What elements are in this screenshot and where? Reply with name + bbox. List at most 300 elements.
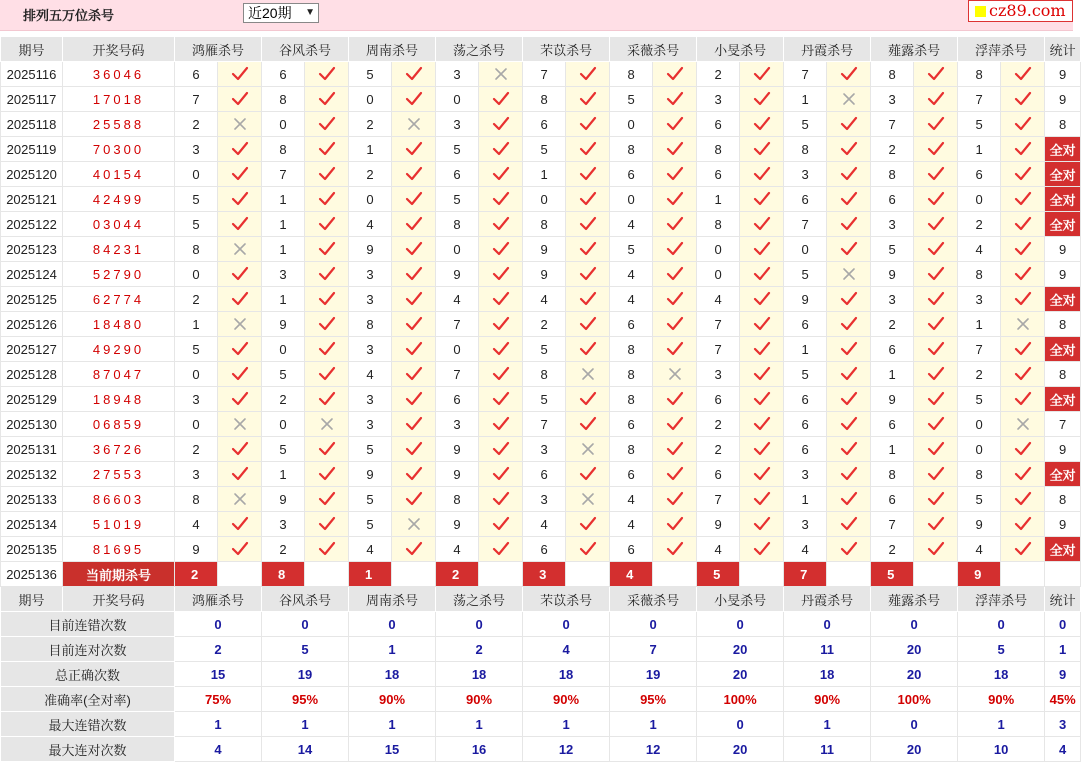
check-icon [392,337,436,362]
kill-value-cell: 3 [349,262,392,287]
period-cell: 2025118 [1,112,63,137]
current-kill-value: 8 [262,562,305,587]
check-icon [1001,487,1045,512]
table-row [1,187,1081,212]
stats-value: 0 [784,612,871,637]
check-icon [827,187,871,212]
kill-value-cell: 8 [175,487,218,512]
kill-value-cell: 8 [436,212,479,237]
kill-value-cell: 5 [436,137,479,162]
kill-value-cell: 5 [175,337,218,362]
stats-total: 3 [1045,712,1081,737]
draw-number-cell: 40154 [63,162,175,187]
stats-value: 18 [349,662,436,687]
check-icon [827,62,871,87]
kill-value-cell: 7 [784,62,827,87]
kill-value-cell: 5 [262,437,305,462]
kill-value-cell: 4 [175,512,218,537]
header-period: 期号 [1,37,63,62]
check-icon [479,162,523,187]
kill-value-cell: 7 [958,87,1001,112]
check-icon [1001,287,1045,312]
check-icon [740,287,784,312]
check-icon [479,312,523,337]
stats-value: 1 [349,712,436,737]
check-icon [740,262,784,287]
check-icon [479,412,523,437]
cross-icon [305,412,349,437]
top-bar [0,0,1073,31]
kill-value-cell: 3 [871,87,914,112]
header-stat: 统计 [1045,587,1081,612]
kill-value-cell: 4 [610,287,653,312]
period-range-value: 近20期 [248,5,292,21]
check-icon [914,137,958,162]
header-draw: 开奖号码 [63,37,175,62]
kill-value-cell: 9 [871,387,914,412]
all-correct-badge: 全对 [1045,337,1081,362]
check-icon [479,487,523,512]
stat-cell: 9 [1045,237,1081,262]
kill-value-cell: 0 [784,237,827,262]
check-icon [653,87,697,112]
check-icon [1001,187,1045,212]
kill-value-cell: 3 [175,387,218,412]
table-row [1,62,1081,87]
kill-value-cell: 8 [175,237,218,262]
kill-value-cell: 3 [436,412,479,437]
cross-icon [218,112,262,137]
kill-value-cell: 6 [784,387,827,412]
period-range-select[interactable] [243,3,319,23]
kill-value-cell: 8 [610,337,653,362]
check-icon [566,337,610,362]
header-expert-0: 鸿雁杀号 [175,587,262,612]
check-icon [479,387,523,412]
stats-value: 18 [784,662,871,687]
kill-value-cell: 0 [436,87,479,112]
current-kill-value: 2 [436,562,479,587]
draw-number-cell: 25588 [63,112,175,137]
kill-value-cell: 6 [871,487,914,512]
check-icon [653,537,697,562]
kill-value-cell: 3 [958,287,1001,312]
current-kill-blank [305,562,349,587]
kill-value-cell: 4 [610,487,653,512]
cross-icon [392,112,436,137]
kill-value-cell: 8 [958,262,1001,287]
table-row [1,237,1081,262]
period-cell: 2025129 [1,387,63,412]
kill-value-cell: 8 [610,437,653,462]
check-icon [827,337,871,362]
check-icon [740,212,784,237]
cross-icon [566,437,610,462]
cross-icon [479,62,523,87]
check-icon [827,287,871,312]
site-logo[interactable] [968,0,1073,22]
table-row [1,312,1081,337]
check-icon [653,187,697,212]
check-icon [653,487,697,512]
stats-row [1,662,1081,687]
check-icon [566,312,610,337]
kill-value-cell: 5 [610,237,653,262]
kill-value-cell: 4 [349,212,392,237]
check-icon [827,412,871,437]
check-icon [914,262,958,287]
check-icon [740,387,784,412]
check-icon [305,87,349,112]
check-icon [914,87,958,112]
check-icon [740,312,784,337]
cross-icon [1001,412,1045,437]
draw-number-cell: 87047 [63,362,175,387]
check-icon [653,262,697,287]
stats-label: 最大连错次数 [1,712,175,737]
stats-row [1,737,1081,762]
stats-total: 9 [1045,662,1081,687]
kill-value-cell: 0 [958,437,1001,462]
check-icon [827,362,871,387]
check-icon [392,412,436,437]
check-icon [740,237,784,262]
check-icon [1001,262,1045,287]
kill-value-cell: 3 [784,462,827,487]
check-icon [653,62,697,87]
check-icon [740,412,784,437]
check-icon [740,537,784,562]
kill-value-cell: 6 [610,537,653,562]
kill-value-cell: 7 [523,412,566,437]
check-icon [305,337,349,362]
check-icon [218,62,262,87]
period-cell: 2025126 [1,312,63,337]
kill-value-cell: 6 [610,312,653,337]
check-icon [392,487,436,512]
kill-value-cell: 6 [523,112,566,137]
table-row [1,537,1081,562]
check-icon [218,262,262,287]
check-icon [1001,387,1045,412]
kill-value-cell: 0 [262,112,305,137]
kill-value-cell: 2 [262,387,305,412]
check-icon [479,237,523,262]
stats-value: 7 [610,637,697,662]
draw-number-cell: 27553 [63,462,175,487]
stats-label: 最大连对次数 [1,737,175,762]
check-icon [914,112,958,137]
check-icon [914,462,958,487]
kill-value-cell: 7 [175,87,218,112]
stats-value: 14 [262,737,349,762]
check-icon [827,487,871,512]
table-header-row [1,587,1081,612]
stats-value: 12 [610,737,697,762]
kill-value-cell: 8 [784,137,827,162]
check-icon [566,412,610,437]
stat-cell: 7 [1045,412,1081,437]
check-icon [305,187,349,212]
current-kill-blank [218,562,262,587]
stats-value: 100% [697,687,784,712]
check-icon [218,337,262,362]
check-icon [218,537,262,562]
kill-value-cell: 7 [697,312,740,337]
kill-value-cell: 7 [871,112,914,137]
kill-value-cell: 6 [175,62,218,87]
kill-value-cell: 3 [697,87,740,112]
current-kill-blank [566,562,610,587]
kill-value-cell: 4 [610,262,653,287]
kill-value-cell: 9 [697,512,740,537]
check-icon [392,237,436,262]
check-icon [566,287,610,312]
kill-value-cell: 5 [610,87,653,112]
current-period-cell: 2025136 [1,562,63,587]
check-icon [566,62,610,87]
stats-label: 总正确次数 [1,662,175,687]
check-icon [1001,112,1045,137]
stats-value: 1 [262,712,349,737]
kill-value-cell: 0 [610,112,653,137]
check-icon [392,162,436,187]
header-expert-1: 谷风杀号 [262,37,349,62]
check-icon [479,462,523,487]
cross-icon [653,362,697,387]
kill-value-cell: 2 [958,362,1001,387]
kill-value-cell: 0 [349,187,392,212]
kill-value-cell: 0 [262,412,305,437]
check-icon [653,462,697,487]
stats-value: 0 [958,612,1045,637]
kill-value-cell: 1 [262,462,305,487]
table-row [1,462,1081,487]
kill-value-cell: 3 [784,512,827,537]
draw-number-cell: 36726 [63,437,175,462]
check-icon [566,512,610,537]
check-icon [740,462,784,487]
kill-value-cell: 3 [871,212,914,237]
kill-value-cell: 3 [523,487,566,512]
kill-value-cell: 0 [175,412,218,437]
stats-value: 10 [958,737,1045,762]
check-icon [218,387,262,412]
kill-value-cell: 7 [871,512,914,537]
kill-value-cell: 3 [262,262,305,287]
check-icon [305,487,349,512]
kill-value-cell: 3 [436,62,479,87]
kill-value-cell: 1 [262,212,305,237]
check-icon [740,87,784,112]
stats-value: 0 [523,612,610,637]
kill-value-cell: 8 [262,87,305,112]
period-cell: 2025134 [1,512,63,537]
check-icon [566,112,610,137]
all-correct-badge: 全对 [1045,287,1081,312]
draw-number-cell: 18948 [63,387,175,412]
header-expert-1: 谷风杀号 [262,587,349,612]
check-icon [914,287,958,312]
table-row [1,87,1081,112]
stats-total: 0 [1045,612,1081,637]
kill-value-cell: 7 [697,487,740,512]
check-icon [914,337,958,362]
kill-value-cell: 4 [523,287,566,312]
kill-value-cell: 6 [958,162,1001,187]
check-icon [218,162,262,187]
kill-value-cell: 7 [958,337,1001,362]
table-row [1,287,1081,312]
stat-cell: 8 [1045,112,1081,137]
check-icon [653,412,697,437]
kill-value-cell: 9 [523,237,566,262]
check-icon [305,212,349,237]
stats-value: 0 [610,612,697,637]
check-icon [1001,337,1045,362]
all-correct-badge: 全对 [1045,212,1081,237]
check-icon [392,87,436,112]
check-icon [653,237,697,262]
kill-value-cell: 7 [436,312,479,337]
stats-value: 5 [958,637,1045,662]
stats-value: 20 [871,737,958,762]
stats-row [1,712,1081,737]
kill-value-cell: 5 [871,237,914,262]
kill-value-cell: 0 [262,337,305,362]
kill-value-cell: 0 [175,362,218,387]
kill-value-cell: 1 [784,337,827,362]
check-icon [827,137,871,162]
check-icon [1001,62,1045,87]
table-row [1,337,1081,362]
kill-value-cell: 9 [436,262,479,287]
stats-value: 90% [958,687,1045,712]
check-icon [218,187,262,212]
header-expert-4: 芣苡杀号 [523,37,610,62]
period-cell: 2025120 [1,162,63,187]
period-cell: 2025116 [1,62,63,87]
draw-number-cell: 62774 [63,287,175,312]
kill-value-cell: 6 [871,412,914,437]
kill-value-cell: 5 [436,187,479,212]
stats-value: 20 [871,637,958,662]
kill-value-cell: 5 [262,362,305,387]
kill-value-cell: 0 [175,262,218,287]
check-icon [740,187,784,212]
page-title: 排列五万位杀号 [23,8,115,23]
check-icon [740,512,784,537]
check-icon [305,62,349,87]
check-icon [566,462,610,487]
kill-value-cell: 6 [610,462,653,487]
check-icon [914,512,958,537]
stats-value: 90% [523,687,610,712]
stats-value: 0 [871,612,958,637]
check-icon [305,537,349,562]
stats-value: 0 [262,612,349,637]
table-row [1,412,1081,437]
cross-icon [392,512,436,537]
stats-value: 20 [697,737,784,762]
check-icon [392,362,436,387]
check-icon [914,212,958,237]
stat-cell: 9 [1045,62,1081,87]
cross-icon [218,312,262,337]
table-row [1,387,1081,412]
check-icon [305,362,349,387]
all-correct-badge: 全对 [1045,137,1081,162]
kill-value-cell: 8 [871,62,914,87]
kill-value-cell: 9 [262,487,305,512]
kill-value-cell: 3 [349,337,392,362]
kill-value-cell: 4 [958,537,1001,562]
kill-value-cell: 6 [784,412,827,437]
kill-value-cell: 4 [349,537,392,562]
kill-value-cell: 5 [784,362,827,387]
stat-cell: 8 [1045,362,1081,387]
period-cell: 2025121 [1,187,63,212]
all-correct-badge: 全对 [1045,162,1081,187]
kill-value-cell: 2 [697,62,740,87]
header-expert-6: 小旻杀号 [697,37,784,62]
header-expert-7: 丹霞杀号 [784,587,871,612]
stats-value: 18 [436,662,523,687]
check-icon [566,162,610,187]
current-kill-blank [479,562,523,587]
draw-number-cell: 49290 [63,337,175,362]
stats-value: 1 [523,712,610,737]
check-icon [827,237,871,262]
kill-value-cell: 6 [784,187,827,212]
check-icon [1001,212,1045,237]
header-expert-8: 薤露杀号 [871,587,958,612]
stats-value: 18 [523,662,610,687]
check-icon [218,287,262,312]
check-icon [740,437,784,462]
kill-value-cell: 4 [349,362,392,387]
stats-value: 90% [784,687,871,712]
kill-value-cell: 9 [958,512,1001,537]
stats-value: 1 [175,712,262,737]
check-icon [740,112,784,137]
check-icon [827,462,871,487]
check-icon [566,137,610,162]
kill-value-cell: 5 [349,437,392,462]
kill-value-cell: 3 [175,137,218,162]
kill-value-cell: 6 [697,462,740,487]
header-expert-3: 荡之杀号 [436,37,523,62]
table-row [1,112,1081,137]
current-kill-blank [392,562,436,587]
kill-value-cell: 4 [436,287,479,312]
header-expert-5: 采薇杀号 [610,587,697,612]
kill-value-cell: 8 [871,162,914,187]
stats-value: 16 [436,737,523,762]
stats-value: 11 [784,637,871,662]
check-icon [740,337,784,362]
kill-value-cell: 6 [871,187,914,212]
kill-value-cell: 2 [958,212,1001,237]
kill-value-cell: 8 [610,387,653,412]
kill-value-cell: 9 [262,312,305,337]
kill-value-cell: 6 [610,162,653,187]
kill-value-cell: 9 [871,262,914,287]
check-icon [218,437,262,462]
logo-square-icon [975,6,986,17]
check-icon [566,187,610,212]
check-icon [1001,462,1045,487]
